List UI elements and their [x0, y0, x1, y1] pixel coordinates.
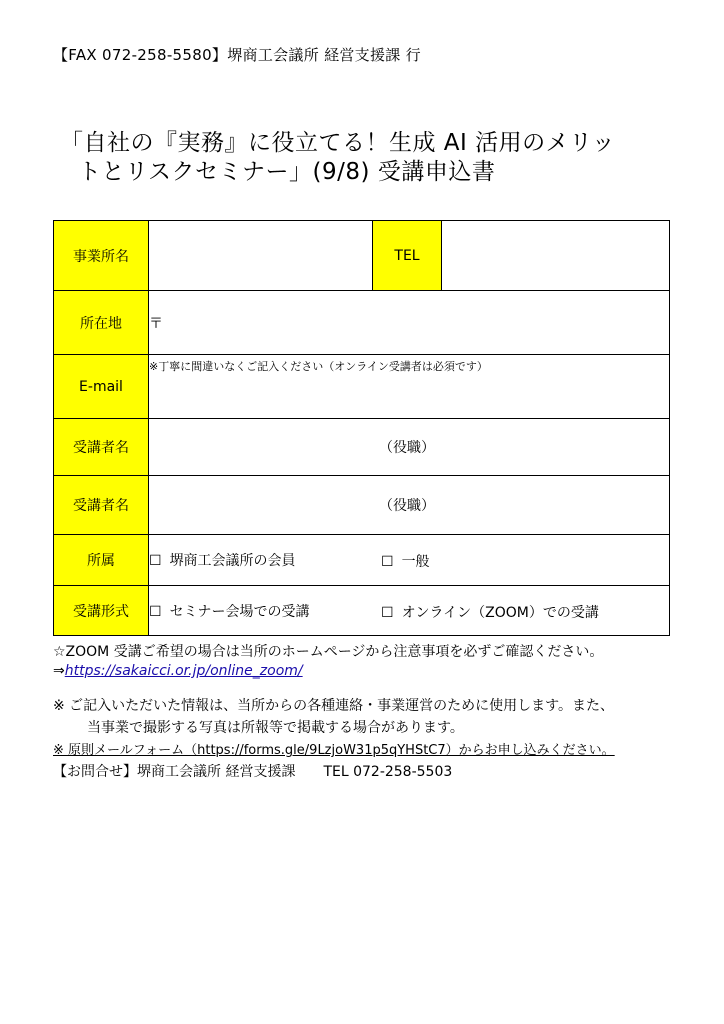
format-venue-label: セミナー会場での受講: [169, 603, 310, 620]
postal-mark: 〒: [149, 315, 163, 332]
tel-label: TEL: [373, 221, 442, 291]
row-company: [54, 221, 670, 291]
row-attendee-2: [54, 476, 670, 535]
email-note: ※丁寧に間違いなくご記入ください（オンライン受講者は必須です）: [149, 360, 488, 373]
attendee-1-label: 受講者名: [54, 419, 149, 476]
document-title: [60, 129, 700, 187]
contact-info: 【お問合せ】堺商工会議所 経営支援課 TEL 072-258-5503: [53, 764, 453, 780]
row-format: [54, 586, 670, 636]
row-email: [54, 355, 670, 419]
attendee-2-label: 受講者名: [54, 476, 149, 535]
affiliation-member-checkbox[interactable]: [149, 553, 296, 569]
privacy-note-2: 当事業で撮影する写真は所報等で掲載する場合があります。: [87, 720, 464, 736]
checkbox-icon: ☐: [381, 554, 394, 570]
format-online-label: オンライン（ZOOM）での受講: [401, 605, 599, 621]
address-field[interactable]: [149, 291, 670, 355]
application-form-table: [53, 220, 670, 636]
affiliation-member-label: 堺商工会議所の会員: [169, 553, 296, 569]
zoom-link-line: [53, 663, 693, 679]
form-link-note[interactable]: ※ 原則メールフォーム（https://forms.gle/9LzjoW31p5qYHStC7）からお申し込みください。: [53, 743, 615, 758]
fax-header: 【FAX 072-258-5580】堺商工会議所 経営支援課 行: [53, 46, 421, 64]
checkbox-icon: ☐: [381, 605, 394, 621]
format-online-checkbox[interactable]: [381, 602, 599, 622]
affiliation-general-label: 一般: [401, 554, 430, 570]
attendee-1-role: （役職）: [379, 440, 435, 456]
attendee-1-field[interactable]: [149, 419, 670, 476]
email-label: E-mail: [54, 355, 149, 419]
email-field[interactable]: [149, 355, 670, 419]
tel-field[interactable]: [442, 221, 670, 291]
format-options: [149, 586, 670, 636]
attendee-2-field[interactable]: [149, 476, 670, 535]
arrow-icon: ⇒: [53, 663, 65, 679]
title-line-1: 「自社の『実務』に役立てる！生成 AI 活用のメリッ: [60, 130, 616, 156]
affiliation-general-checkbox[interactable]: [381, 551, 430, 571]
format-venue-checkbox[interactable]: [149, 604, 310, 620]
affiliation-options: [149, 535, 670, 586]
affiliation-label: 所属: [54, 535, 149, 586]
row-address: [54, 291, 670, 355]
checkbox-icon: ☐: [149, 603, 162, 620]
address-label: 所在地: [54, 291, 149, 355]
zoom-link[interactable]: https://sakaicci.or.jp/online_zoom/: [64, 663, 303, 679]
row-attendee-1: [54, 419, 670, 476]
company-label: 事業所名: [54, 221, 149, 291]
title-line-2: トとリスクセミナー」(9/8) 受講申込書: [78, 159, 496, 185]
row-affiliation: [54, 535, 670, 586]
privacy-note-1: ※ ご記入いただいた情報は、当所からの各種連絡・事業運営のために使用します。また、: [53, 698, 615, 714]
checkbox-icon: ☐: [149, 553, 162, 569]
zoom-note: ☆ZOOM 受講ご希望の場合は当所のホームページから注意事項を必ずご確認ください。: [53, 644, 604, 660]
format-label: 受講形式: [54, 586, 149, 636]
attendee-2-role: （役職）: [379, 498, 435, 514]
company-field[interactable]: [149, 221, 373, 291]
